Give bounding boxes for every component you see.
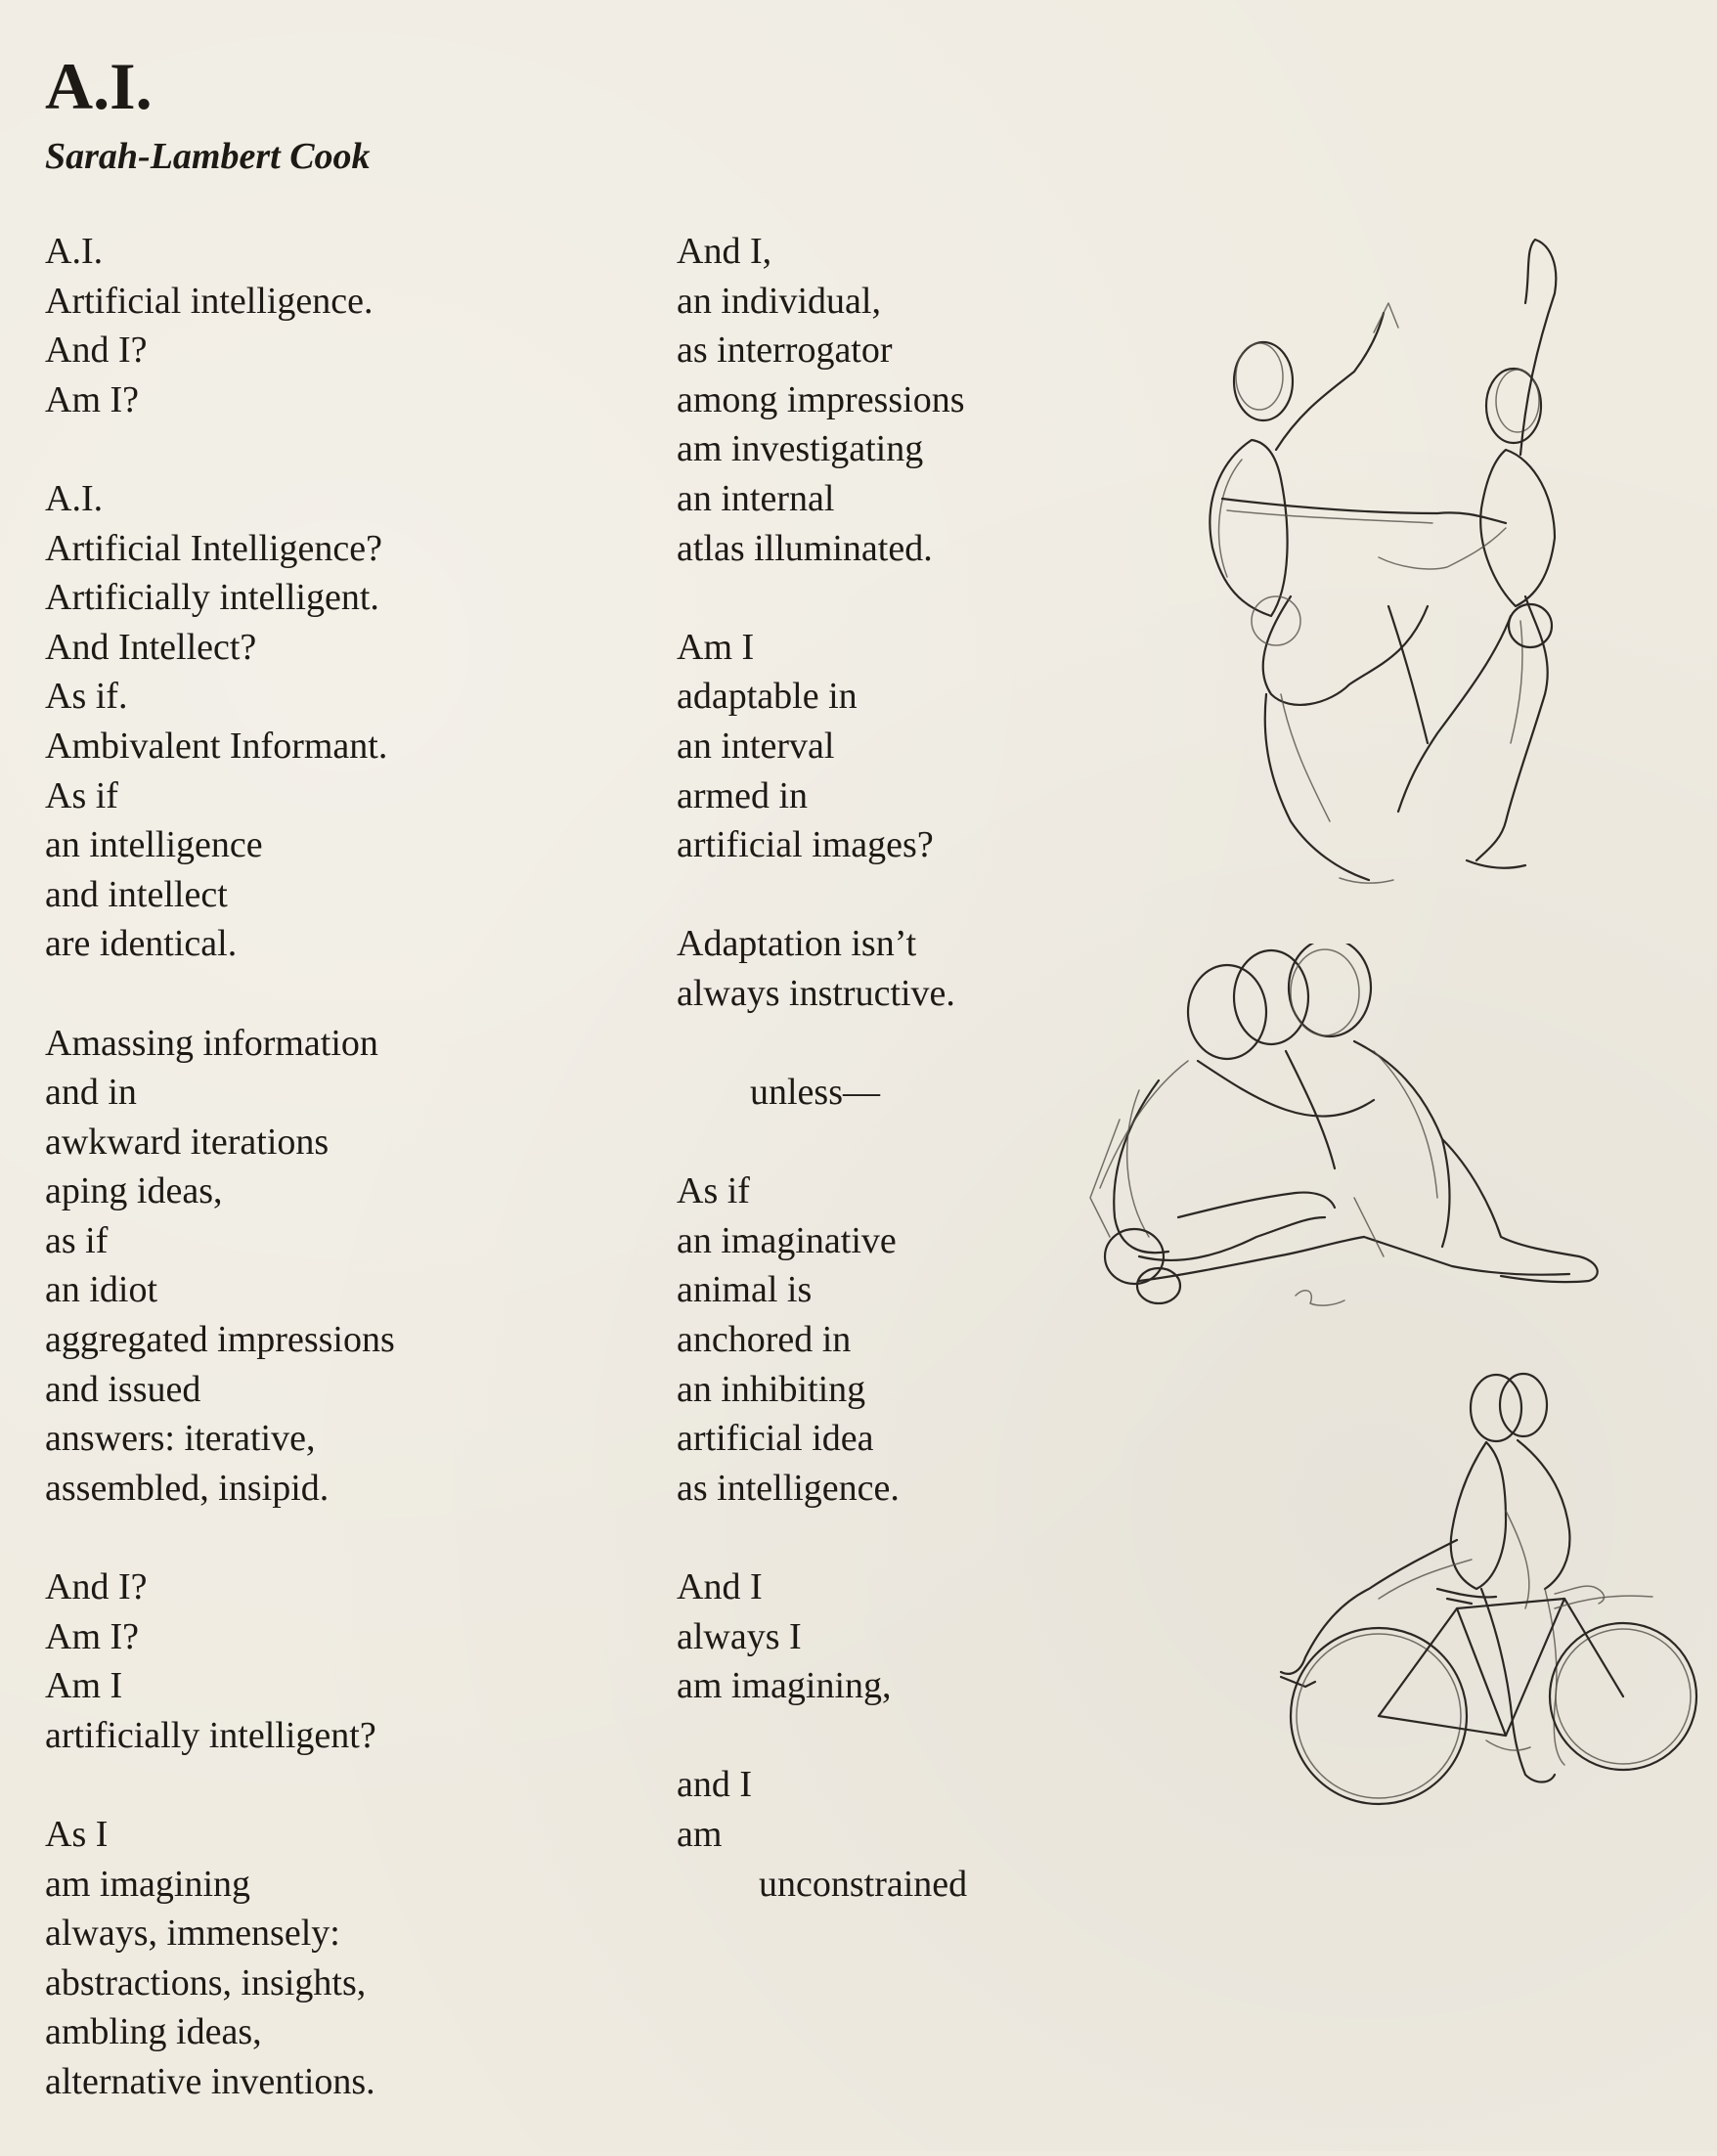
stanza xyxy=(677,623,1224,870)
poem-line: animal is xyxy=(677,1269,813,1311)
poem-line: and intellect xyxy=(45,873,228,915)
poem-line: Amassing information xyxy=(45,1022,378,1064)
dancing-figures-sketch-icon xyxy=(1183,235,1633,890)
poem-line: am investigating xyxy=(677,428,924,470)
embracing-figures-sketch-icon xyxy=(1080,944,1618,1325)
poem-line: always instructive. xyxy=(677,972,955,1014)
poem-line: Am I xyxy=(45,1665,123,1707)
poem-author: Sarah-Lambert Cook xyxy=(45,136,371,177)
poem-line: and I xyxy=(677,1764,753,1806)
poem-line: And I xyxy=(677,1566,763,1608)
poem-line: abstractions, insights, xyxy=(45,1961,367,2003)
poem-line: armed in xyxy=(677,774,809,816)
poem-line: anchored in xyxy=(677,1319,852,1361)
poem-line: an intelligence xyxy=(45,824,263,866)
poem-line: answers: iterative, xyxy=(45,1418,316,1460)
poem-line: And Intellect? xyxy=(45,626,257,668)
poem-line: Am I xyxy=(677,626,755,668)
poem-line: and in xyxy=(45,1072,137,1114)
poem-line: Artificial intelligence. xyxy=(45,280,374,322)
poem-line: adaptable in xyxy=(677,676,858,718)
poem-line: artificial images? xyxy=(677,824,934,866)
poem-line: aping ideas, xyxy=(45,1170,223,1212)
poem-line: As if. xyxy=(45,676,128,718)
stanza xyxy=(677,227,1224,573)
poem-line: Am I? xyxy=(45,1615,140,1657)
poem-line: And I? xyxy=(45,330,148,372)
poem-line: am xyxy=(677,1814,723,1855)
stanza xyxy=(45,1810,632,2107)
poem-line: always, immensely: xyxy=(45,1913,340,1955)
poem-line: an internal xyxy=(677,477,835,519)
poem-line: And I, xyxy=(677,231,772,272)
poem-line: as interrogator xyxy=(677,330,893,372)
poem-line: always I xyxy=(677,1615,802,1657)
poem-title: A.I. xyxy=(45,49,153,123)
poem-line: unless— xyxy=(750,1072,880,1114)
poem-line: are identical. xyxy=(45,923,238,965)
poem-line: A.I. xyxy=(45,477,104,519)
poem-line: alternative inventions. xyxy=(45,2060,375,2102)
poem-line: artificially intelligent? xyxy=(45,1714,376,1756)
poem-line: As if xyxy=(45,774,118,816)
poem-line: Am I? xyxy=(45,378,140,420)
poem-line: awkward iterations xyxy=(45,1121,330,1163)
poem-line: and issued xyxy=(45,1368,201,1410)
poem-line: As if xyxy=(677,1170,750,1212)
poem-left-column xyxy=(45,227,632,2156)
poem-line: A.I. xyxy=(45,231,104,272)
poem-line: artificial idea xyxy=(677,1418,874,1460)
poem-line: among impressions xyxy=(677,378,965,420)
poem-line: And I? xyxy=(45,1566,148,1608)
poem-line: Ambivalent Informant. xyxy=(45,725,388,767)
poem-line: an individual, xyxy=(677,280,881,322)
stanza xyxy=(45,227,632,424)
couple-on-bicycle-sketch-icon xyxy=(1261,1364,1711,1833)
poem-line: am imagining xyxy=(45,1863,251,1905)
poem-line: Artificial Intelligence? xyxy=(45,527,382,569)
stanza xyxy=(45,1019,632,1514)
poem-line: Artificially intelligent. xyxy=(45,577,379,619)
poem-line: an imaginative xyxy=(677,1219,897,1261)
poem-line: As I xyxy=(45,1814,109,1855)
poem-line: as intelligence. xyxy=(677,1467,900,1509)
poem-line: aggregated impressions xyxy=(45,1319,395,1361)
poem-line: an inhibiting xyxy=(677,1368,866,1410)
stanza xyxy=(677,1562,1224,1711)
stanza xyxy=(677,1760,1224,1909)
poem-line: atlas illuminated. xyxy=(677,527,933,569)
poem-line: Adaptation isn’t xyxy=(677,923,917,965)
poem-line: an interval xyxy=(677,725,835,767)
poem-line: am imagining, xyxy=(677,1665,892,1707)
poem-line: ambling ideas, xyxy=(45,2011,262,2053)
poem-line: assembled, insipid. xyxy=(45,1467,330,1509)
poem-line: an idiot xyxy=(45,1269,158,1311)
poem-line: unconstrained xyxy=(759,1863,968,1905)
stanza xyxy=(45,1562,632,1760)
stanza xyxy=(45,474,632,969)
poem-line: as if xyxy=(45,1219,109,1261)
